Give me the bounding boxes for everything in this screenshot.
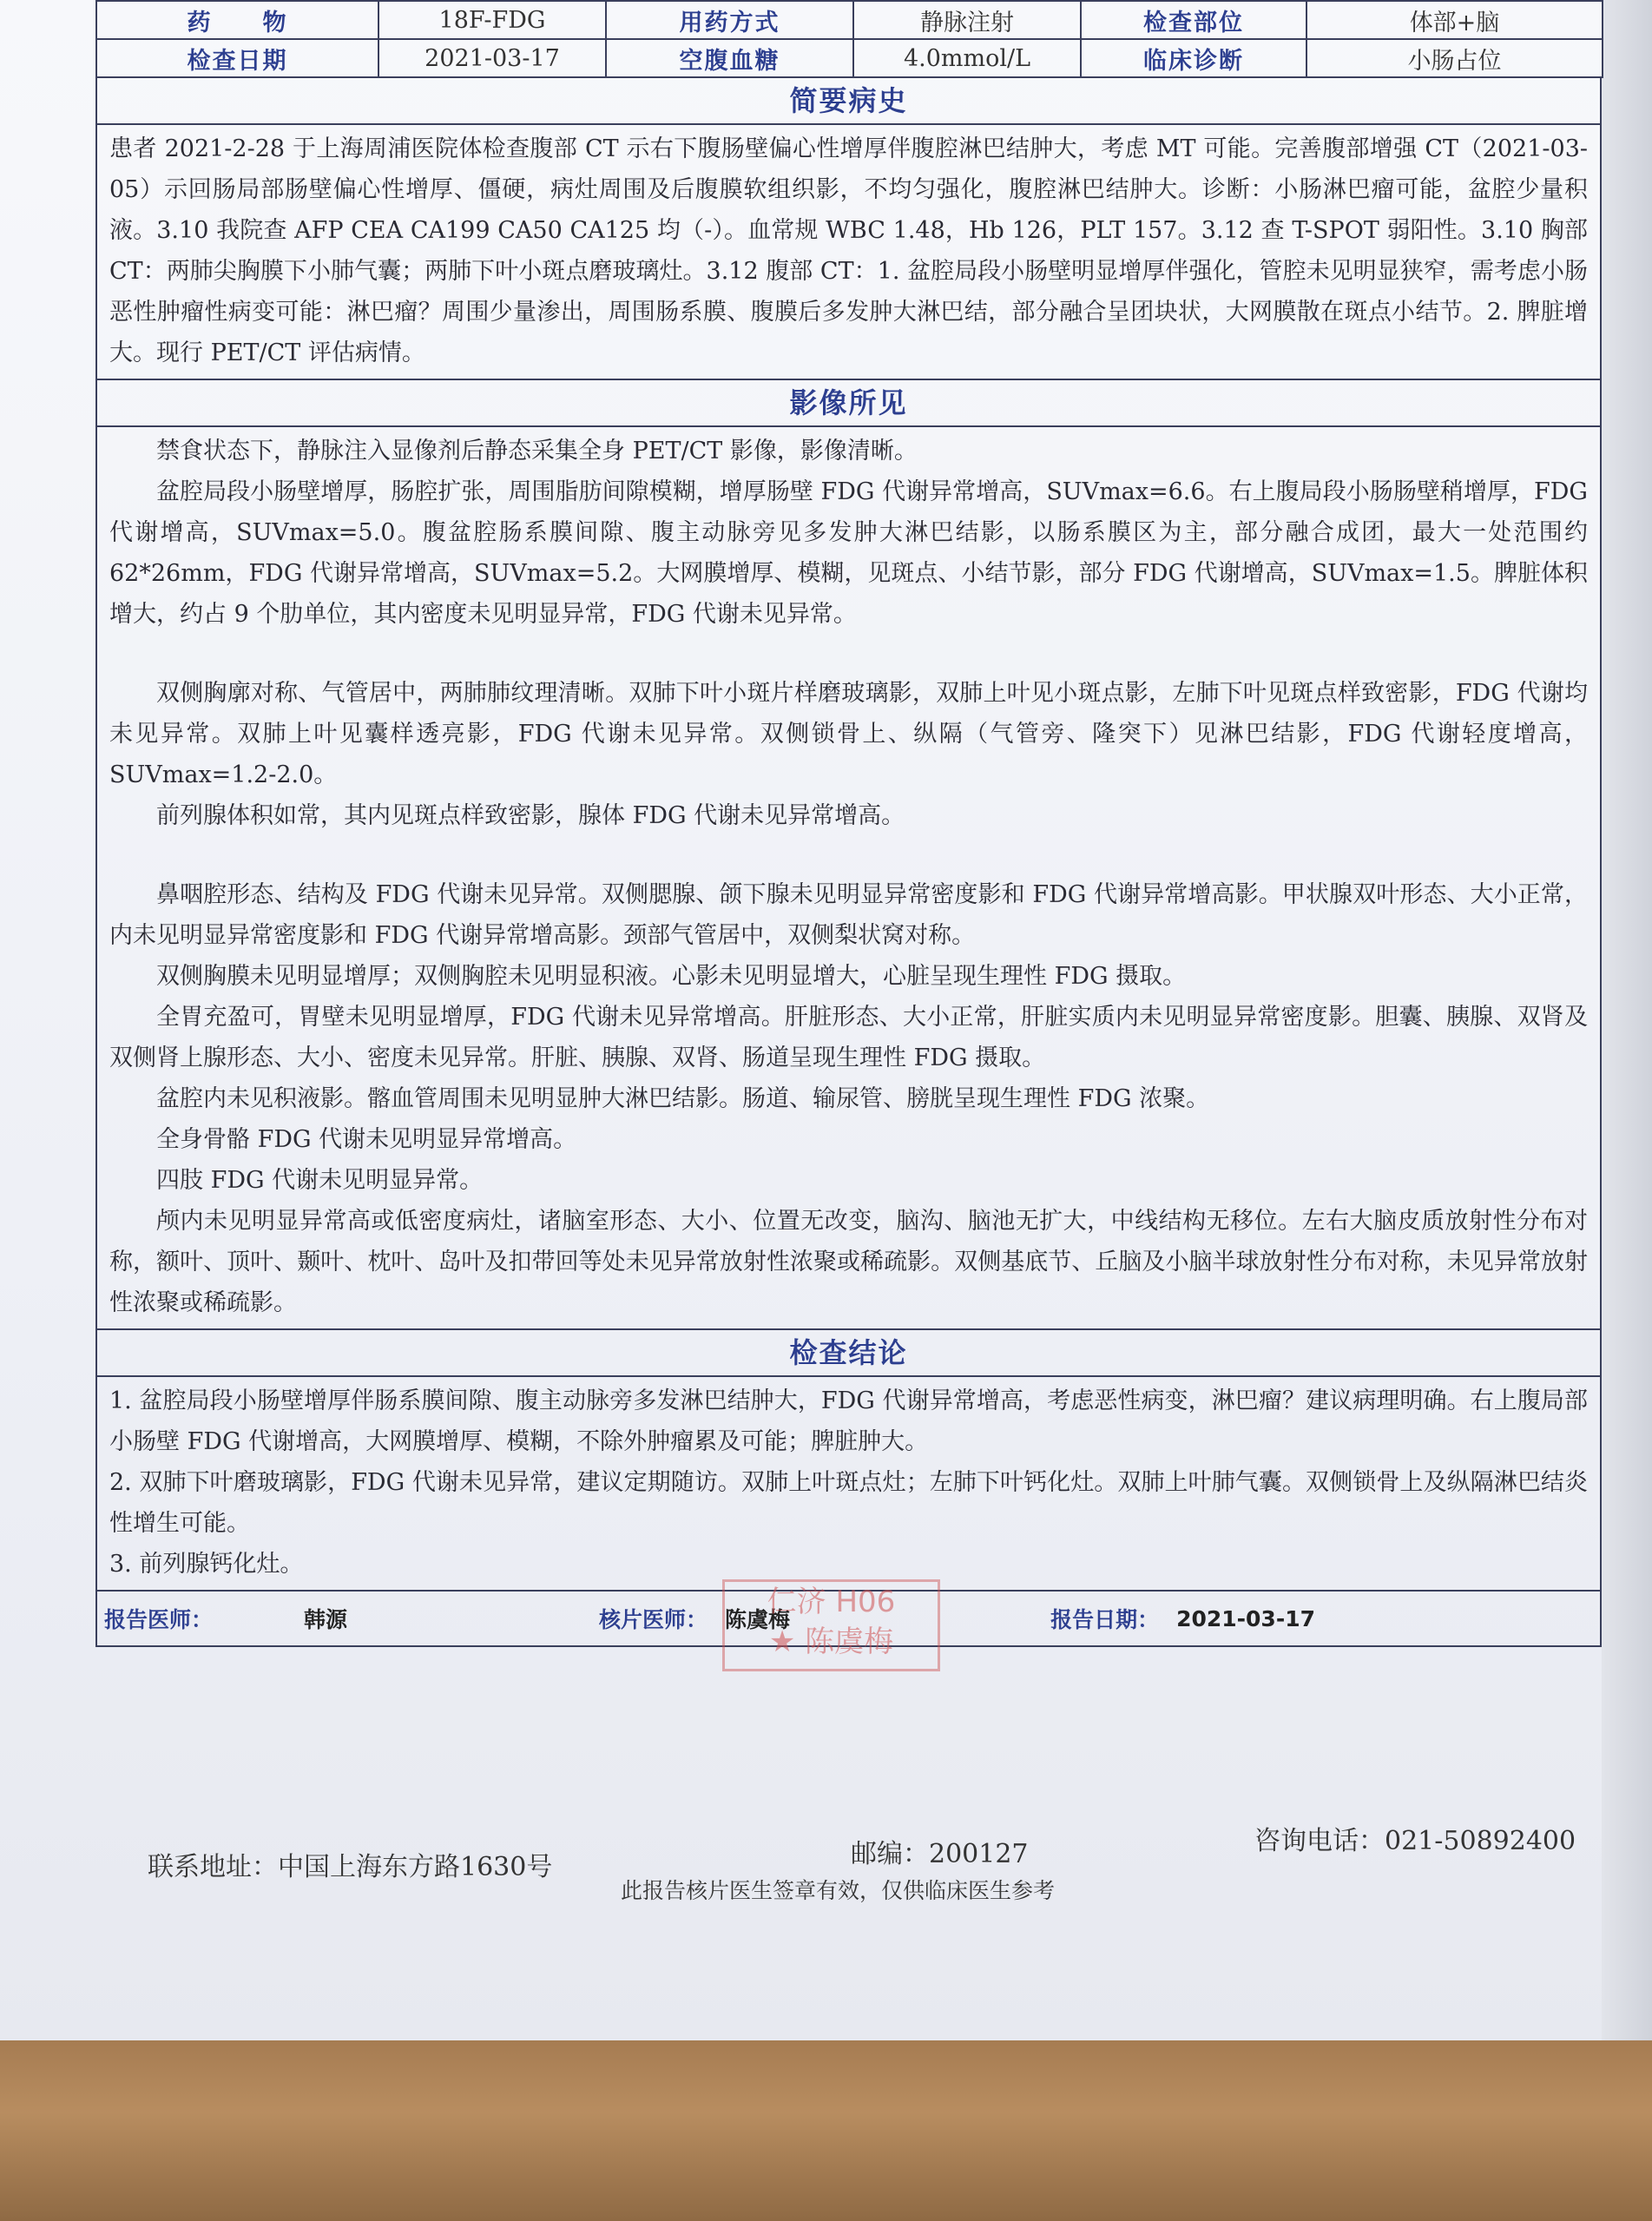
- header-label-cell: 用药方式: [606, 1, 853, 39]
- report-doctor-label: 报告医师：: [104, 1607, 214, 1632]
- findings-paragraph: 双侧胸膜未见明显增厚；双侧胸腔未见明显积液。心影未见明显增大，心脏呈现生理性 FDG 摄取。: [156, 963, 1187, 990]
- findings-paragraph: 盆腔内未见积液影。髂血管周围未见明显肿大淋巴结影。肠道、输尿管、膀胱呈现生理性 FDG 浓聚。: [156, 1085, 1210, 1112]
- history-section: [95, 78, 1602, 380]
- history-title: 简要病史: [97, 78, 1600, 125]
- findings-paragraph: 颅内未见明显异常高或低密度病灶，诸脑室形态、大小、位置无改变，脑沟、脑池无扩大，中线结构无移位。左右大脑皮质放射性分布对称，额叶、顶叶、颞叶、枕叶、岛叶及扣带回等处未见异常放射性浓聚或稀疏影。双侧基底节、丘脑及小脑半球放射性分布对称，未见异常放射性浓聚或稀疏影。: [109, 1208, 1588, 1316]
- contact-address: 联系地址：中国上海东方路1630号: [148, 1852, 553, 1882]
- report-date-label: 报告日期：: [1050, 1607, 1160, 1632]
- conclusion-title: 检查结论: [97, 1330, 1600, 1377]
- contact-block: [148, 1826, 1576, 1936]
- findings-paragraph: 全身骨骼 FDG 代谢未见明显异常增高。: [156, 1126, 577, 1153]
- findings-paragraph: 禁食状态下，静脉注入显像剂后静态采集全身 PET/CT 影像，影像清晰。: [156, 438, 918, 465]
- findings-text: [97, 427, 1600, 1328]
- check-doctor-name: 陈虞梅: [725, 1607, 791, 1632]
- findings-title: 影像所见: [97, 380, 1600, 427]
- findings-paragraph: 鼻咽腔形态、结构及 FDG 代谢未见异常。双侧腮腺、颌下腺未见明显异常密度影和 FDG 代谢异常增高影。甲状腺双叶形态、大小正常，内未见明显异常密度影和 FDG 代谢异常增高影。颈部气管居中，双侧梨状窝对称。: [109, 881, 1588, 949]
- findings-paragraph: 双侧胸廓对称、气管居中，两肺肺纹理清晰。双肺下叶小斑片样磨玻璃影，双肺上叶见小斑点影，左肺下叶见斑点样致密影，FDG 代谢均未见异常。双肺上叶见囊样透亮影，FDG 代谢未见异常。双侧锁骨上、纵隔（气管旁、隆突下）见淋巴结影，FDG 代谢轻度增高，SUVmax=1.2-2.0。: [109, 680, 1588, 788]
- conclusion-section: [95, 1330, 1602, 1592]
- history-paragraph: 患者 2021-2-28 于上海周浦医院体检查腹部 CT 示右下腹肠壁偏心性增厚伴腹腔淋巴结肿大，考虑 MT 可能。完善腹部增强 CT（2021-03-05）示回肠局部肠壁偏心性增厚、僵硬，病灶周围及后腹膜软组织影，不均匀强化，腹腔淋巴结肿大。诊断：小肠淋巴瘤可能，盆腔少量积液。3.10 我院查 AFP CEA CA199 CA50 CA125 均（-）。血常规 WBC 1.48，Hb 126，PLT 157。3.12 查 T-SPOT 弱阳性。3.10 胸部 CT：两肺尖胸膜下小肺气囊；两肺下叶小斑点磨玻璃灶。3.12 腹部 CT：1. 盆腔局段小肠壁明显增厚伴强化，管腔未见明显狭窄，需考虑小肠恶性肿瘤性病变可能：淋巴瘤？周围少量渗出，周围肠系膜、腹膜后多发肿大淋巴结，部分融合呈团块状，大网膜散在斑点小结节。2. 脾脏增大。现行 PET/CT 评估病情。: [109, 135, 1588, 366]
- findings-paragraph: 四肢 FDG 代谢未见明显异常。: [156, 1167, 484, 1194]
- conclusion-item: 1. 盆腔局段小肠壁增厚伴肠系膜间隙、腹主动脉旁多发淋巴结肿大，FDG 代谢异常增高，考虑恶性病变，淋巴瘤？建议病理明确。右上腹局部小肠壁 FDG 代谢增高，大网膜增厚、模糊，不除外肿瘤累及可能；脾脏肿大。: [109, 1387, 1588, 1455]
- findings-paragraph: 前列腺体积如常，其内见斑点样致密影，腺体 FDG 代谢未见异常增高。: [156, 802, 905, 829]
- header-value-cell: 小肠占位: [1306, 39, 1603, 77]
- report-sheet: [95, 0, 1602, 1659]
- findings-section: [95, 380, 1602, 1330]
- report-doctor-name: 韩源: [304, 1607, 348, 1632]
- header-row: [96, 1, 1603, 39]
- header-label-cell: 空腹血糖: [606, 39, 853, 77]
- header-value-cell: 2021-03-17: [378, 39, 606, 77]
- header-label-cell: 检查部位: [1081, 1, 1306, 39]
- header-value-cell: 体部+脑: [1306, 1, 1603, 39]
- signature-row: [95, 1585, 1602, 1659]
- history-text: [97, 125, 1600, 379]
- check-doctor-label: 核片医师：: [599, 1607, 708, 1632]
- contact-phone: 咨询电话：021-50892400: [1254, 1826, 1576, 1856]
- header-label-cell: 检查日期: [96, 39, 378, 77]
- header-row: [96, 39, 1603, 77]
- report-date-value: 2021-03-17: [1176, 1605, 1315, 1631]
- stamp-line-2: ★ 陈虞梅: [768, 1625, 894, 1659]
- desk-surface: [0, 2040, 1652, 2221]
- header-info-table: [95, 0, 1603, 78]
- contact-postcode: 邮编：200127: [851, 1839, 1029, 1869]
- header-label-cell: 药 物: [96, 1, 378, 39]
- conclusion-item: 3. 前列腺钙化灶。: [109, 1551, 304, 1578]
- header-value-cell: 18F-FDG: [378, 1, 606, 39]
- paper-stack-edge: [1602, 0, 1652, 2040]
- header-value-cell: 4.0mmol/L: [853, 39, 1081, 77]
- conclusion-item: 2. 双肺下叶磨玻璃影，FDG 代谢未见异常，建议定期随访。双肺上叶斑点灶；左肺下叶钙化灶。双肺上叶肺气囊。双侧锁骨上及纵隔淋巴结炎性增生可能。: [109, 1469, 1588, 1537]
- header-value-cell: 静脉注射: [853, 1, 1081, 39]
- findings-paragraph: 全胃充盈可，胃壁未见明显增厚，FDG 代谢未见异常增高。肝脏形态、大小正常，肝脏实质内未见明显异常密度影。胆囊、胰腺、双肾及双侧肾上腺形态、大小、密度未见异常。肝脏、胰腺、双肾、肠道呈现生理性 FDG 摄取。: [109, 1004, 1588, 1071]
- contact-note: 此报告核片医生签章有效，仅供临床医生参考: [621, 1878, 1056, 1903]
- doctor-stamp: [722, 1579, 940, 1671]
- conclusion-text: [97, 1377, 1600, 1590]
- stamp-line-1: 仁济 H06: [767, 1585, 896, 1619]
- header-label-cell: 临床诊断: [1081, 39, 1306, 77]
- findings-paragraph: 盆腔局段小肠壁增厚，肠腔扩张，周围脂肪间隙模糊，增厚肠壁 FDG 代谢异常增高，SUVmax=6.6。右上腹局段小肠肠壁稍增厚，FDG 代谢增高，SUVmax=5.0。腹盆腔肠系膜间隙、腹主动脉旁见多发肿大淋巴结影，以肠系膜区为主，部分融合成团，最大一处范围约 62*26mm，FDG 代谢异常增高，SUVmax=5.2。大网膜增厚、模糊，见斑点、小结节影，部分 FDG 代谢增高，SUVmax=1.5。脾脏体积增大，约占 9 个肋单位，其内密度未见明显异常，FDG 代谢未见异常。: [109, 478, 1588, 628]
